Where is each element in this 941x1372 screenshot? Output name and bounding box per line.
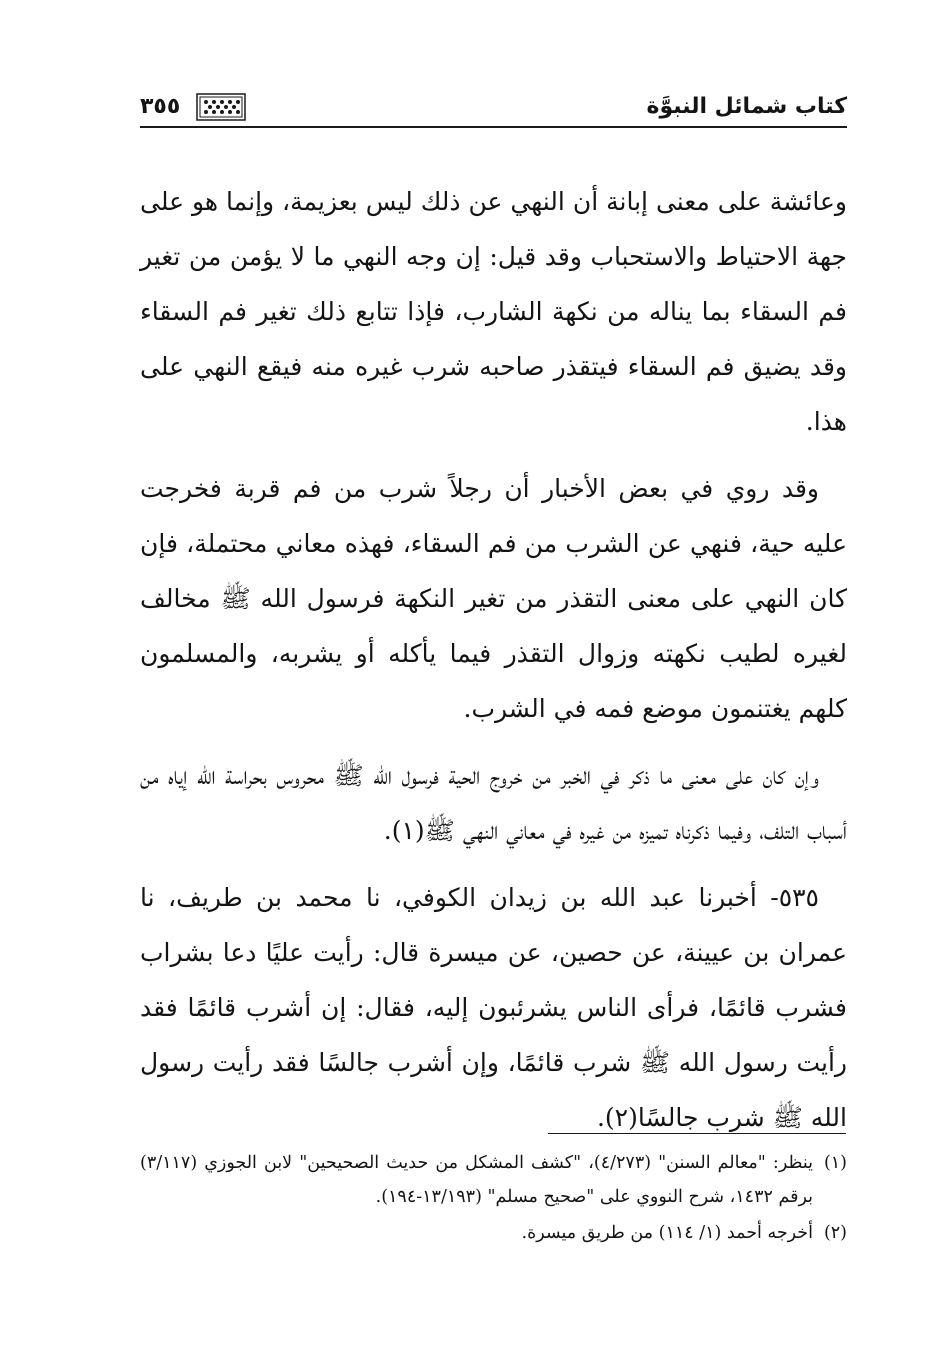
running-header — [140, 92, 847, 128]
footnote-mark: (١) — [823, 1153, 847, 1173]
ornament-icon — [196, 93, 246, 121]
paragraph: وقد روي في بعض الأخبار أن رجلاً شرب من فم قربة فخرجت عليه حية، فنهي عن الشرب من فم السقاء، فهذه معاني محتملة، فإن كان النهي على معنى التقذر من تغير النكهة فرسول الله ﷺ مخالف لغيره لطيب نكهته وزوال التقذر فيما يأكله أو يشربه، والمسلمون كلهم يغتنمون موضع فمه في الشرب. — [140, 474, 847, 723]
footnotes — [140, 1146, 847, 1250]
footnote-text: أخرجه أحمد (١/ ١١٤) من طريق ميسرة. — [521, 1223, 813, 1243]
header-divider — [140, 126, 847, 128]
footnote-divider — [548, 1133, 846, 1134]
paragraph: وإن كان على معنى ما ذكر في الخبر من خروج الحية فرسول الله ﷺ محروس بحراسة الله إياه من أسباب التلف، وفيما ذكرناه تميزه من غيره في معاني النهي ﷺ(١). — [140, 761, 847, 845]
main-text — [140, 174, 847, 1145]
book-title: كتاب شمائل النبوَّة — [646, 94, 847, 119]
footnote-item — [140, 1146, 847, 1214]
paragraph: وعائشة على معنى إبانة أن النهي عن ذلك ليس بعزيمة، وإنما هو على جهة الاحتياط والاستحباب وقد قيل: إن وجه النهي ما لا يؤمن من تغير فم السقاء بما يناله من نكهة الشارب، فإذا تتابع ذلك تغير فم السقاء وقد يضيق فم السقاء فيتقذر صاحبه شرب غيره منه فيقع النهي على هذا. — [140, 187, 847, 436]
footnote-mark: (٢) — [823, 1223, 847, 1243]
footnote-text: ينظر: "معالم السنن" (٤/٢٧٣)، "كشف المشكل من حديث الصحيحين" لابن الجوزي (٣/١١٧) برقم ١٤٣٢، شرح النووي على "صحيح مسلم" (١٣/١٩٣-١٩٤). — [140, 1153, 813, 1207]
hadith-paragraph: ٥٣٥- أخبرنا عبد الله بن زيدان الكوفي، نا محمد بن طريف، نا عمران بن عيينة، عن حصين، عن ميسرة قال: رأيت عليًا دعا بشراب فشرب قائمًا، فرأى الناس يشرئبون إليه، فقال: إن أشرب قائمًا فقد رأيت رسول الله ﷺ شرب قائمًا، وإن أشرب جالسًا فقد رأيت رسول الله ﷺ شرب جالسًا(٢). — [140, 883, 847, 1132]
footnote-item — [140, 1216, 847, 1250]
page-number: ٣٥٥ — [140, 94, 181, 119]
